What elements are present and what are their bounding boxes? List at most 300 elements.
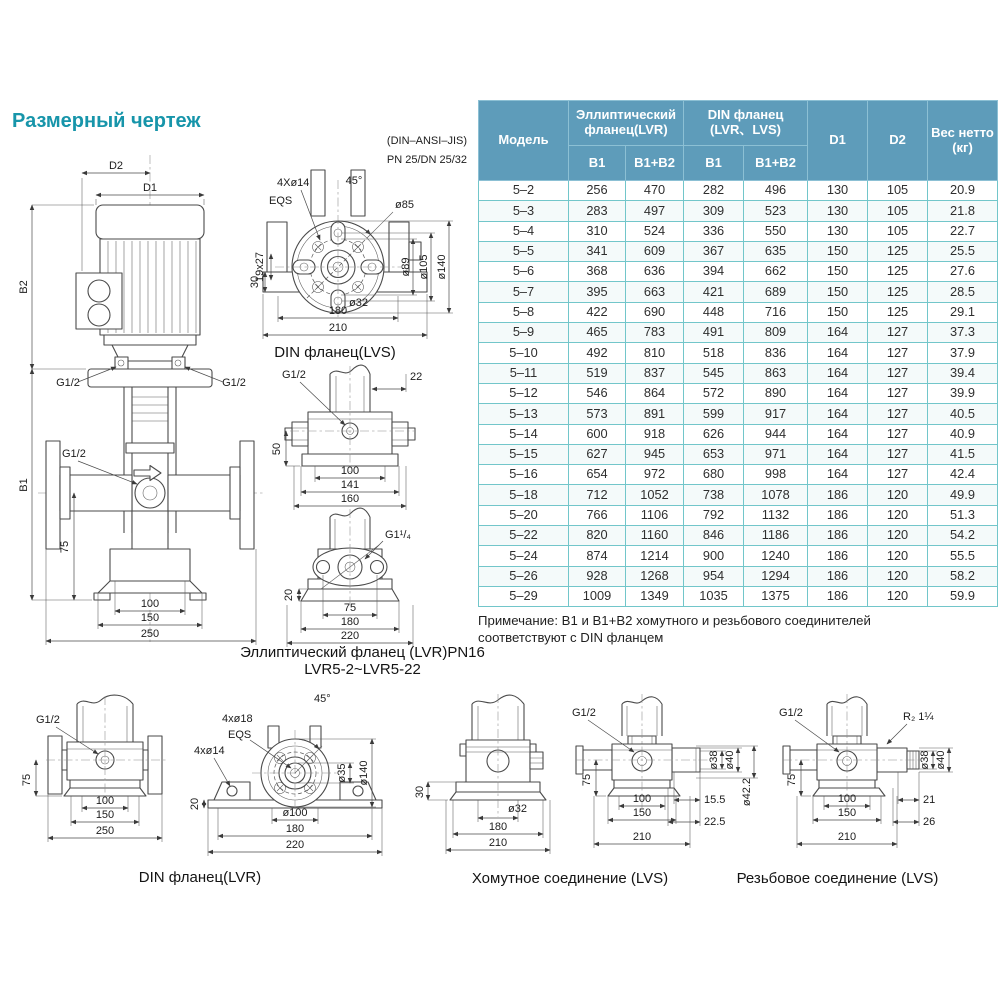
table-cell: 518 — [684, 343, 744, 363]
table-cell: 1214 — [626, 546, 684, 566]
dim-label: 15.5 — [704, 794, 726, 806]
dim-label: 210 — [488, 837, 508, 849]
table-cell: 626 — [684, 424, 744, 444]
lvr-top-view-drawing — [189, 688, 397, 868]
table-cell: 105 — [868, 181, 928, 201]
holes-label: 4Xø14 — [277, 177, 310, 189]
table-row — [479, 363, 998, 383]
elliptical-caption — [240, 644, 485, 678]
table-row — [479, 505, 998, 525]
clamp-caption: Хомутное соединение (LVS) — [471, 870, 669, 887]
col-header-weight: Вес нетто (кг) — [928, 101, 998, 181]
table-row — [479, 302, 998, 322]
table-cell: 545 — [684, 363, 744, 383]
table-cell: 810 — [626, 343, 684, 363]
dim-label: 250 — [140, 628, 160, 640]
table-cell: 5–18 — [479, 485, 569, 505]
table-cell: 186 — [808, 505, 868, 525]
table-cell: 39.4 — [928, 363, 998, 383]
table-cell: 836 — [744, 343, 808, 363]
table-cell: 837 — [626, 363, 684, 383]
table-cell: 5–24 — [479, 546, 569, 566]
dim-label: 75 — [21, 773, 33, 787]
dim-label: 20 — [189, 797, 201, 811]
table-cell: 164 — [808, 404, 868, 424]
table-cell: 120 — [868, 566, 928, 586]
table-cell: 127 — [868, 323, 928, 343]
dim-label: ø105 — [418, 254, 430, 280]
table-row — [479, 546, 998, 566]
table-cell: 130 — [808, 201, 868, 221]
lvs-caption: DIN фланец(LVS) — [274, 344, 396, 361]
table-cell: 573 — [569, 404, 626, 424]
dim-label: 100 — [632, 793, 652, 805]
table-cell: 1035 — [684, 586, 744, 606]
table-cell: 5–8 — [479, 302, 569, 322]
col-header-d2: D2 — [868, 101, 928, 181]
table-cell: 256 — [569, 181, 626, 201]
dim-label: ø140 — [436, 254, 448, 280]
note-line2: соответствуют с DIN фланцем — [478, 630, 664, 646]
dim-label: 220 — [285, 839, 305, 851]
port-label: G1¹/₄ — [385, 529, 411, 541]
table-cell: 120 — [868, 505, 928, 525]
elliptical-caption-line1: Эллиптический фланец (LVR)PN16 — [240, 644, 485, 661]
dim-label: ø140 — [358, 760, 370, 786]
dim-label: 180 — [340, 616, 360, 628]
table-cell: 164 — [808, 465, 868, 485]
thread-caption: Резьбовое соединение (LVS) — [736, 870, 939, 887]
table-cell: 917 — [744, 404, 808, 424]
table-cell: 680 — [684, 465, 744, 485]
table-cell: 600 — [569, 424, 626, 444]
dim-label: ø35 — [336, 763, 348, 783]
table-cell: 150 — [808, 262, 868, 282]
table-row — [479, 221, 998, 241]
table-cell: 846 — [684, 526, 744, 546]
table-cell: 5–9 — [479, 323, 569, 343]
dim-label: 210 — [328, 322, 348, 334]
pump-front-view-drawing — [18, 145, 268, 657]
table-cell: 5–20 — [479, 505, 569, 525]
table-cell: 125 — [868, 282, 928, 302]
table-cell: 783 — [626, 323, 684, 343]
table-cell: 336 — [684, 221, 744, 241]
pn-label: PN 25/DN 25/32 — [386, 154, 467, 166]
table-cell: 283 — [569, 201, 626, 221]
dim-label: B1 — [18, 478, 30, 492]
table-cell: 186 — [808, 526, 868, 546]
table-cell: 928 — [569, 566, 626, 586]
table-cell: 186 — [808, 566, 868, 586]
table-cell: 40.9 — [928, 424, 998, 444]
table-cell: 690 — [626, 302, 684, 322]
table-cell: 1294 — [744, 566, 808, 586]
dim-label: 100 — [340, 465, 360, 477]
table-cell: 5–7 — [479, 282, 569, 302]
dim-label: 75 — [343, 602, 357, 614]
table-cell: 127 — [868, 444, 928, 464]
table-cell: 5–29 — [479, 586, 569, 606]
table-cell: 186 — [808, 586, 868, 606]
table-cell: 164 — [808, 424, 868, 444]
dim-label: 30 — [414, 785, 426, 799]
table-cell: 954 — [684, 566, 744, 586]
angle-label: 45° — [345, 175, 363, 187]
dim-label: 100 — [95, 795, 115, 807]
table-cell: 41.5 — [928, 444, 998, 464]
holes-label: 4xø14 — [194, 745, 225, 757]
table-cell: 5–4 — [479, 221, 569, 241]
dim-label: ø100 — [282, 807, 308, 819]
dim-label: 180 — [328, 305, 348, 317]
table-cell: 519 — [569, 363, 626, 383]
table-cell: 127 — [868, 383, 928, 403]
table-cell: 864 — [626, 383, 684, 403]
table-cell: 716 — [744, 302, 808, 322]
table-cell: 809 — [744, 323, 808, 343]
table-cell: 1240 — [744, 546, 808, 566]
dim-label: D2 — [108, 160, 124, 172]
clamp1-geometry — [450, 694, 546, 817]
table-cell: 164 — [808, 323, 868, 343]
dim-label: 150 — [837, 807, 857, 819]
table-cell: 105 — [868, 221, 928, 241]
side2-geometry — [301, 508, 399, 607]
dim-label: 22.5 — [704, 816, 726, 828]
table-cell: 54.2 — [928, 526, 998, 546]
table-row — [479, 282, 998, 302]
dim-label: 150 — [140, 612, 160, 624]
table-cell: 891 — [626, 404, 684, 424]
table-cell: 37.9 — [928, 343, 998, 363]
table-row — [479, 241, 998, 261]
table-cell: 5–6 — [479, 262, 569, 282]
table-cell: 105 — [868, 201, 928, 221]
dim-label: ø32 — [349, 297, 368, 309]
table-cell: 164 — [808, 363, 868, 383]
dim-label: B2 — [18, 280, 30, 294]
table-cell: 127 — [868, 465, 928, 485]
table-cell: 21.8 — [928, 201, 998, 221]
table-cell: 37.3 — [928, 323, 998, 343]
table-cell: 972 — [626, 465, 684, 485]
table-cell: 609 — [626, 241, 684, 261]
table-cell: 496 — [744, 181, 808, 201]
dim-label: 180 — [285, 823, 305, 835]
dim-label: ø42.2 — [741, 777, 753, 807]
dim-label: 160 — [340, 493, 360, 505]
col-header-d1: D1 — [808, 101, 868, 181]
table-cell: 395 — [569, 282, 626, 302]
table-row — [479, 444, 998, 464]
table-note — [478, 612, 998, 646]
table-cell: 164 — [808, 444, 868, 464]
table-header — [479, 101, 998, 181]
table-cell: 150 — [808, 302, 868, 322]
side1-geometry — [285, 365, 415, 472]
dim-label: 30 — [249, 275, 261, 289]
table-cell: 25.5 — [928, 241, 998, 261]
table-cell: 1268 — [626, 566, 684, 586]
table-cell: 28.5 — [928, 282, 998, 302]
table-cell: 5–10 — [479, 343, 569, 363]
table-cell: 523 — [744, 201, 808, 221]
table-cell: 120 — [868, 526, 928, 546]
table-cell: 120 — [868, 485, 928, 505]
table-cell: 5–5 — [479, 241, 569, 261]
lvs-top-geometry — [263, 170, 427, 320]
table-cell: 1106 — [626, 505, 684, 525]
dim-label: 100 — [837, 793, 857, 805]
table-cell: 40.5 — [928, 404, 998, 424]
dim-label: ø85 — [395, 199, 414, 211]
table-cell: 653 — [684, 444, 744, 464]
table-row — [479, 262, 998, 282]
dim-label: D1 — [142, 182, 158, 194]
port-label: G1/2 — [572, 707, 596, 719]
table-cell: 599 — [684, 404, 744, 424]
table-cell: 546 — [569, 383, 626, 403]
table-cell: 465 — [569, 323, 626, 343]
table-cell: 58.2 — [928, 566, 998, 586]
dim-label: 150 — [632, 807, 652, 819]
table-cell: 524 — [626, 221, 684, 241]
dim-label: ø32 — [508, 803, 527, 815]
elliptical-caption-line2: LVR5-2~LVR5-22 — [304, 661, 421, 678]
table-cell: 51.3 — [928, 505, 998, 525]
holes-label: 4xø18 — [222, 713, 253, 725]
table-cell: 636 — [626, 262, 684, 282]
port-label: G1/2 — [56, 377, 80, 389]
dim-label: 220 — [340, 630, 360, 642]
table-cell: 5–16 — [479, 465, 569, 485]
table-cell: 368 — [569, 262, 626, 282]
dim-label: 250 — [95, 825, 115, 837]
table-cell: 1132 — [744, 505, 808, 525]
dim-label: ø38 — [919, 750, 931, 770]
table-cell: 22.7 — [928, 221, 998, 241]
table-row — [479, 566, 998, 586]
lvs-flange-top-view-drawing — [249, 130, 470, 358]
table-cell: 422 — [569, 302, 626, 322]
table-cell: 125 — [868, 241, 928, 261]
table-cell: 944 — [744, 424, 808, 444]
table-cell: 1375 — [744, 586, 808, 606]
table-cell: 1078 — [744, 485, 808, 505]
lvs-side-view-drawing — [268, 362, 473, 512]
table-cell: 492 — [569, 343, 626, 363]
table-cell: 125 — [868, 262, 928, 282]
table-cell: 5–2 — [479, 181, 569, 201]
col-header-elliptical: Эллиптический фланец(LVR) — [569, 101, 684, 146]
thread-label: R₂ 1¼ — [903, 711, 934, 723]
table-cell: 127 — [868, 424, 928, 444]
table-cell: 874 — [569, 546, 626, 566]
table-cell: 20.9 — [928, 181, 998, 201]
table-cell: 5–26 — [479, 566, 569, 586]
note-line1: Примечание: B1 и B1+B2 хомутного и резьбового соединителей — [478, 613, 871, 628]
table-cell: 1052 — [626, 485, 684, 505]
table-cell: 39.9 — [928, 383, 998, 403]
col-header-model: Модель — [479, 101, 569, 181]
table-cell: 738 — [684, 485, 744, 505]
table-cell: 27.6 — [928, 262, 998, 282]
eqs-label: EQS — [228, 729, 252, 741]
table-cell: 309 — [684, 201, 744, 221]
elliptical-flange-view-drawing — [273, 505, 473, 650]
table-cell: 341 — [569, 241, 626, 261]
table-cell: 130 — [808, 221, 868, 241]
table-row — [479, 383, 998, 403]
table-cell: 491 — [684, 323, 744, 343]
table-cell: 945 — [626, 444, 684, 464]
table-cell: 127 — [868, 363, 928, 383]
table-cell: 470 — [626, 181, 684, 201]
table-cell: 971 — [744, 444, 808, 464]
dimensions-table — [478, 100, 998, 607]
table-cell: 282 — [684, 181, 744, 201]
table-cell: 663 — [626, 282, 684, 302]
dim-label: ø40 — [935, 750, 947, 770]
clamp-side-view-drawing — [570, 692, 775, 864]
dim-label: 20 — [283, 588, 295, 602]
dim-label: ø40 — [724, 750, 736, 770]
table-cell: 125 — [868, 302, 928, 322]
table-cell: 150 — [808, 282, 868, 302]
table-cell: 1160 — [626, 526, 684, 546]
table-cell: 150 — [808, 241, 868, 261]
table-cell: 42.4 — [928, 465, 998, 485]
table-row — [479, 404, 998, 424]
table-body — [479, 181, 998, 607]
table-cell: 689 — [744, 282, 808, 302]
table-cell: 164 — [808, 343, 868, 363]
table-cell: 792 — [684, 505, 744, 525]
table-cell: 900 — [684, 546, 744, 566]
table-cell: 918 — [626, 424, 684, 444]
table-cell: 5–14 — [479, 424, 569, 444]
table-cell: 367 — [684, 241, 744, 261]
table-cell: 310 — [569, 221, 626, 241]
table-cell: 550 — [744, 221, 808, 241]
table-cell: 572 — [684, 383, 744, 403]
table-cell: 127 — [868, 404, 928, 424]
table-cell: 55.5 — [928, 546, 998, 566]
table-cell: 766 — [569, 505, 626, 525]
dim-label: 50 — [271, 442, 283, 456]
dim-label: 22 — [410, 371, 423, 383]
angle-label: 45° — [314, 693, 331, 705]
table-cell: 29.1 — [928, 302, 998, 322]
table-cell: 5–22 — [479, 526, 569, 546]
port-label: G1/2 — [222, 377, 246, 389]
dim-label: 75 — [786, 773, 798, 787]
col-header-b1b2: B1+B2 — [626, 146, 684, 181]
table-cell: 635 — [744, 241, 808, 261]
table-row — [479, 181, 998, 201]
table-cell: 820 — [569, 526, 626, 546]
table-cell: 448 — [684, 302, 744, 322]
dim-label: 75 — [581, 773, 593, 787]
dim-label: 141 — [340, 479, 360, 491]
dim-label: 180 — [488, 821, 508, 833]
table-cell: 127 — [868, 343, 928, 363]
table-cell: 394 — [684, 262, 744, 282]
table-cell: 627 — [569, 444, 626, 464]
table-cell: 186 — [808, 485, 868, 505]
table-row — [479, 323, 998, 343]
table-cell: 120 — [868, 546, 928, 566]
pump-body-geometry — [38, 155, 264, 645]
clamp-front-view-drawing — [414, 692, 570, 864]
dim-label: 75 — [59, 540, 71, 554]
table-cell: 59.9 — [928, 586, 998, 606]
table-cell: 5–3 — [479, 201, 569, 221]
lvr-caption: DIN фланец(LVR) — [138, 869, 262, 886]
port-label: G1/2 — [62, 448, 86, 460]
table-cell: 998 — [744, 465, 808, 485]
threaded-connection-drawing — [775, 692, 990, 864]
table-cell: 890 — [744, 383, 808, 403]
col-header-b1: B1 — [684, 146, 744, 181]
dim-label: 19x27 — [254, 252, 266, 282]
table-cell: 5–15 — [479, 444, 569, 464]
table-cell: 662 — [744, 262, 808, 282]
dim-label: 210 — [837, 831, 857, 843]
table-cell: 1009 — [569, 586, 626, 606]
table-row — [479, 343, 998, 363]
table-row — [479, 424, 998, 444]
table-cell: 712 — [569, 485, 626, 505]
table-cell: 863 — [744, 363, 808, 383]
table-cell: 497 — [626, 201, 684, 221]
col-header-din: DIN фланец (LVR、LVS) — [684, 101, 808, 146]
dim-label: 150 — [95, 809, 115, 821]
table-row — [479, 201, 998, 221]
table-row — [479, 526, 998, 546]
dim-label: 210 — [632, 831, 652, 843]
port-label: G1/2 — [282, 369, 306, 381]
table-cell: 1186 — [744, 526, 808, 546]
standard-label: (DIN–ANSI–JIS) — [386, 135, 467, 147]
table-cell: 5–11 — [479, 363, 569, 383]
table-row — [479, 465, 998, 485]
port-label: G1/2 — [36, 714, 60, 726]
eqs-label: EQS — [269, 195, 293, 207]
table-cell: 49.9 — [928, 485, 998, 505]
table-cell: 120 — [868, 586, 928, 606]
lvr-side-view-drawing — [22, 692, 207, 864]
col-header-b1b2: B1+B2 — [744, 146, 808, 181]
table-cell: 164 — [808, 383, 868, 403]
dim-label: 21 — [923, 794, 936, 806]
table-cell: 654 — [569, 465, 626, 485]
table-cell: 5–13 — [479, 404, 569, 424]
table-cell: 421 — [684, 282, 744, 302]
table-row — [479, 586, 998, 606]
dim-label: 26 — [923, 816, 936, 828]
page-title: Размерный чертеж — [12, 110, 201, 132]
lvr-side-geometry — [46, 695, 168, 802]
dim-label: 100 — [140, 598, 160, 610]
port-label: G1/2 — [779, 707, 803, 719]
table-cell: 130 — [808, 181, 868, 201]
table-row — [479, 485, 998, 505]
dim-label: ø38 — [708, 750, 720, 770]
col-header-b1: B1 — [569, 146, 626, 181]
table-cell: 5–12 — [479, 383, 569, 403]
